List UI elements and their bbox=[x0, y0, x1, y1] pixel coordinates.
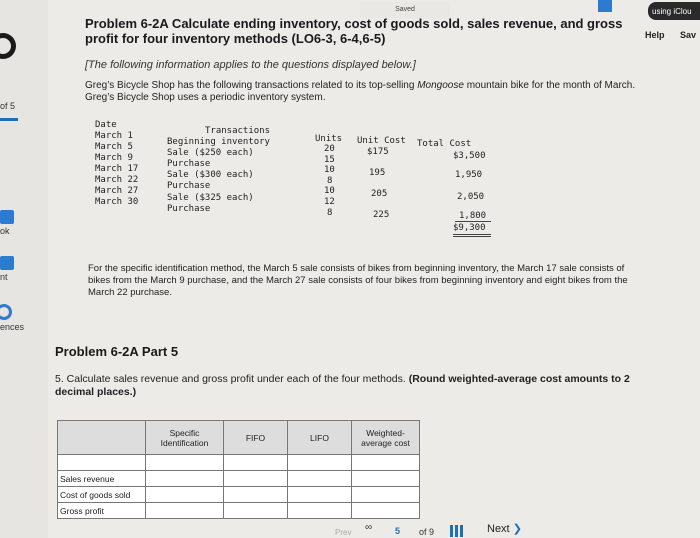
total-underline bbox=[455, 221, 491, 222]
total-double-underline-2 bbox=[453, 236, 491, 237]
cogs-weighted-input[interactable] bbox=[352, 487, 420, 503]
ledger-date: March 5 bbox=[95, 142, 133, 152]
answer-input[interactable] bbox=[288, 503, 351, 518]
cogs-fifo-input[interactable] bbox=[224, 487, 288, 503]
sales-revenue-weighted-input[interactable] bbox=[352, 471, 420, 487]
ledger-header-transactions: Transactions bbox=[205, 126, 271, 136]
ledger-total-cost: 1,800 bbox=[459, 211, 487, 221]
question-text: 5. Calculate sales revenue and gross profit under each of the four methods. bbox=[55, 373, 409, 385]
ledger-unit-cost: $175 bbox=[367, 147, 389, 157]
ledger-unit-cost: 195 bbox=[369, 168, 386, 178]
answer-input[interactable] bbox=[352, 503, 419, 518]
intro-prefix: Greg’s Bicycle Shop has the following transactions related to its top-selling bbox=[85, 80, 418, 91]
ledger-header-total-cost: Total Cost bbox=[417, 139, 472, 149]
gross-profit-fifo-input[interactable] bbox=[224, 503, 288, 519]
problem-note: [The following information applies to the questions displayed below.] bbox=[85, 59, 416, 71]
saved-status: Saved bbox=[360, 2, 450, 18]
answer-table bbox=[57, 420, 420, 519]
ledger-date: March 30 bbox=[95, 197, 139, 207]
ledger-transaction: Sale ($325 each) bbox=[167, 193, 254, 203]
gross-profit-lifo-input[interactable] bbox=[288, 503, 352, 519]
intro-product: Mongoose bbox=[417, 80, 464, 91]
answer-input[interactable] bbox=[146, 471, 223, 486]
cogs-specific-input[interactable] bbox=[146, 487, 224, 503]
prev-button[interactable]: Prev bbox=[335, 528, 352, 537]
page-label: of 5 bbox=[0, 101, 16, 111]
ledger-date: March 22 bbox=[95, 175, 139, 185]
ledger-date: March 9 bbox=[95, 153, 133, 163]
page-total: of 9 bbox=[419, 527, 435, 537]
total-double-underline-1 bbox=[453, 234, 491, 235]
ledger-header-unit-cost: Unit Cost bbox=[357, 136, 406, 146]
references-icon[interactable] bbox=[0, 304, 12, 320]
book-icon[interactable] bbox=[0, 210, 14, 224]
chevron-right-icon: ❯ bbox=[512, 523, 522, 535]
icloud-pill[interactable]: using iClou bbox=[648, 2, 700, 20]
answer-input[interactable] bbox=[224, 487, 287, 502]
answer-input[interactable] bbox=[224, 471, 287, 486]
ledger-units: 8 bbox=[327, 208, 333, 218]
question-instruction: (Round weighted-average cost amounts to 2 decimal places.) bbox=[55, 373, 630, 398]
spacer-cell bbox=[352, 455, 420, 471]
gross-profit-specific-input[interactable] bbox=[146, 503, 224, 519]
rail-item-print[interactable]: nt bbox=[0, 272, 8, 282]
spacer-cell bbox=[146, 455, 224, 471]
spacer-cell bbox=[288, 455, 352, 471]
right-rail bbox=[640, 0, 700, 538]
ledger-header-date: Date bbox=[95, 120, 117, 130]
ledger-units: 15 bbox=[324, 155, 335, 165]
ledger-units: 8 bbox=[327, 176, 333, 186]
problem-title: Problem 6-2A Calculate ending inventory, cost of goods sold, sales revenue, and gross profit for four inventory methods (LO6-3, 6-4,6-5) bbox=[85, 16, 623, 46]
sales-revenue-fifo-input[interactable] bbox=[224, 471, 288, 487]
answer-corner bbox=[58, 421, 146, 455]
ledger-date: March 1 bbox=[95, 131, 133, 141]
save-link[interactable]: Sav bbox=[680, 30, 697, 40]
sales-revenue-specific-input[interactable] bbox=[146, 471, 224, 487]
ledger-grand-total: $9,300 bbox=[453, 223, 486, 233]
col-lifo: LIFO bbox=[288, 421, 352, 455]
cogs-lifo-input[interactable] bbox=[288, 487, 352, 503]
sales-revenue-lifo-input[interactable] bbox=[288, 471, 352, 487]
question-5 bbox=[55, 373, 655, 399]
ledger-transaction: Purchase bbox=[167, 159, 211, 169]
ledger-transaction: Purchase bbox=[167, 204, 211, 214]
ledger-units: 10 bbox=[324, 165, 335, 175]
print-icon[interactable] bbox=[0, 256, 14, 270]
answer-input[interactable] bbox=[146, 503, 223, 518]
next-button[interactable] bbox=[487, 522, 522, 535]
grid-icon[interactable] bbox=[450, 525, 464, 537]
ledger-total-cost: $3,500 bbox=[453, 151, 486, 161]
ledger-unit-cost: 205 bbox=[371, 189, 388, 199]
ledger-date: March 27 bbox=[95, 186, 139, 196]
rail-item-references[interactable]: ences bbox=[0, 322, 25, 332]
rail-item-ebook[interactable]: ok bbox=[0, 226, 10, 236]
row-label-gross-profit: Gross profit bbox=[58, 503, 146, 519]
ledger-transaction: Beginning inventory bbox=[167, 137, 270, 147]
next-label: Next bbox=[487, 523, 510, 535]
answer-input[interactable] bbox=[352, 487, 419, 502]
ledger-header-units: Units bbox=[315, 134, 343, 144]
ledger-transaction: Sale ($300 each) bbox=[167, 170, 254, 180]
specific-identification-text: For the specific identification method, the March 5 sale consists of bikes from beginning inventory, the March 17 sale consists of bikes from the March 9 purchase, and the March 27 sale consists of four bikes from beginning inventory and eight bikes from the March 22 purchase. bbox=[88, 263, 628, 298]
progress-bar bbox=[0, 118, 18, 121]
ledger-units: 10 bbox=[324, 186, 335, 196]
ledger-date: March 17 bbox=[95, 164, 139, 174]
col-specific-identification: Specific Identification bbox=[146, 421, 224, 455]
spacer-cell bbox=[224, 455, 288, 471]
question-content bbox=[55, 0, 645, 538]
ledger-transaction: Sale ($250 each) bbox=[167, 148, 254, 158]
left-rail bbox=[0, 0, 48, 538]
row-spacer bbox=[58, 455, 146, 471]
row-label-sales-revenue: Sales revenue bbox=[58, 471, 146, 487]
ledger-unit-cost: 225 bbox=[373, 210, 390, 220]
answer-input[interactable] bbox=[288, 471, 351, 486]
ledger-units: 20 bbox=[324, 144, 335, 154]
gross-profit-weighted-input[interactable] bbox=[352, 503, 420, 519]
ledger-transaction: Purchase bbox=[167, 181, 211, 191]
ledger-units: 12 bbox=[324, 197, 335, 207]
answer-input[interactable] bbox=[288, 487, 351, 502]
ledger-total-cost: 2,050 bbox=[457, 192, 485, 202]
answer-input[interactable] bbox=[224, 503, 287, 518]
ledger-total-cost: 1,950 bbox=[455, 170, 483, 180]
col-weighted-average: Weighted-average cost bbox=[352, 421, 420, 455]
current-page[interactable]: 5 bbox=[395, 526, 401, 536]
part-title: Problem 6-2A Part 5 bbox=[55, 344, 179, 359]
problem-intro bbox=[85, 80, 645, 104]
link-icon: ∞ bbox=[365, 522, 373, 533]
answer-input[interactable] bbox=[146, 487, 223, 502]
row-label-cogs: Cost of goods sold bbox=[58, 487, 146, 503]
back-arrow-icon[interactable] bbox=[0, 33, 16, 59]
answer-input[interactable] bbox=[352, 471, 419, 486]
col-fifo: FIFO bbox=[224, 421, 288, 455]
help-link[interactable]: Help bbox=[645, 30, 665, 40]
intro-suffix: mountain bike for the month of March. Greg’s Bicycle Shop uses a periodic inventory system. bbox=[85, 80, 636, 103]
